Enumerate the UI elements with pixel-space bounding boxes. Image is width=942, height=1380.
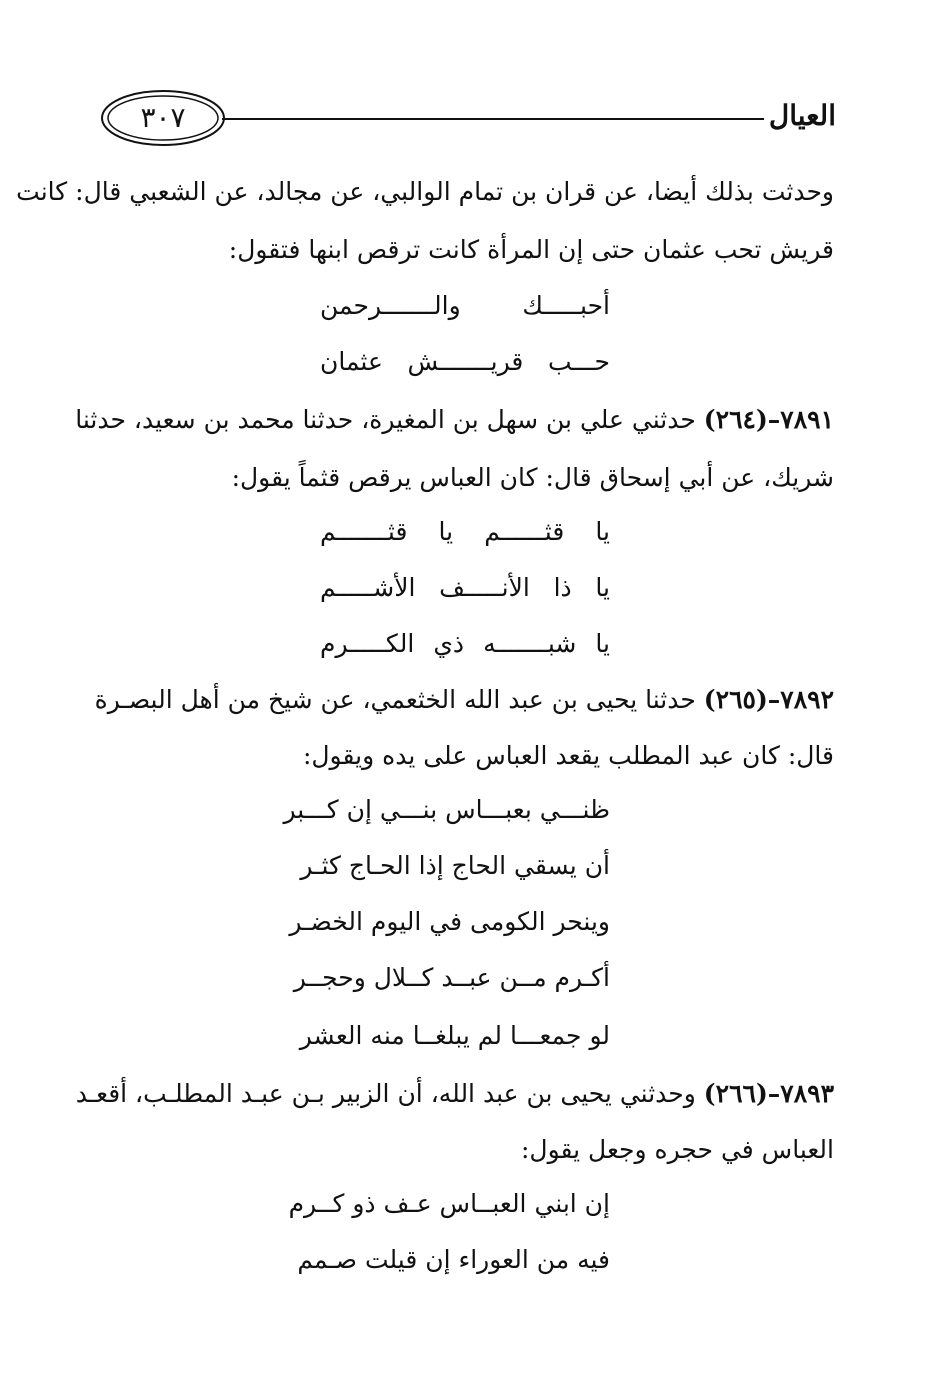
hadith-line [75,396,834,444]
hadith-number: ٧٨٩١–(٢٦٤) [703,405,834,434]
verse-line: أكـرم مــن عبــد كــلال وحجــر [293,963,610,992]
hadith-number: ٧٨٩٢–(٢٦٥) [703,685,834,714]
prose-line: قريش تحب عثمان حتى إن المرأة كانت ترقص ابنها فتقول: [228,235,834,264]
verse-line: وينحر الكومى في اليوم الخضـر [289,907,610,936]
verse-line: حـــب قريـــــــش عثمان [320,347,610,376]
running-header-title: العيال [768,99,836,132]
verse-line: لو جمعـــا لم يبلغــا منه العشر [299,1021,610,1050]
prose-line: وحدثت بذلك أيضا، عن قران بن تمام الوالبي، عن مجالد، عن الشعبي قال: كانت [16,177,834,206]
hadith-text: حدثنا يحيى بن عبد الله الخثعمي، عن شيخ من أهل البصـرة [94,685,696,714]
hadith-line [75,1070,834,1118]
verse-line: أحبـــــك والـــــــرحمن [320,291,610,320]
verse-line: يا قثــــــم يا قثـــــــم [320,517,610,546]
header-rule [222,118,764,120]
verse-line: فيه من العوراء إن قيلت صـمم [297,1245,610,1274]
hadith-text: حدثني علي بن سهل بن المغيرة، حدثنا محمد بن سعيد، حدثنا [75,405,696,434]
hadith-line [94,676,834,724]
verse-line: ظنـــي بعبـــاس بنـــي إن كـــبر [283,795,610,824]
page-number: ٣٠٧ [140,101,186,134]
prose-line: العباس في حجره وجعل يقول: [521,1135,834,1164]
verse-line: يا ذا الأنـــــف الأشـــــم [320,573,610,602]
verse-line: إن ابني العبــاس عـف ذو كــرم [288,1189,610,1218]
page-number-badge [100,89,226,147]
prose-line: قال: كان عبد المطلب يقعد العباس على يده ويقول: [302,741,834,770]
hadith-number: ٧٨٩٣–(٢٦٦) [703,1079,834,1108]
verse-line: أن يسقي الحاج إذا الحـاج كثـر [300,851,610,880]
verse-line: يا شبـــــــه ذي الكـــــرم [320,629,610,658]
hadith-text: وحدثني يحيى بن عبد الله، أن الزبير بـن عبـد المطلـب، أقعـد [75,1079,696,1108]
prose-line: شريك، عن أبي إسحاق قال: كان العباس يرقص قثماً يقول: [231,463,834,492]
